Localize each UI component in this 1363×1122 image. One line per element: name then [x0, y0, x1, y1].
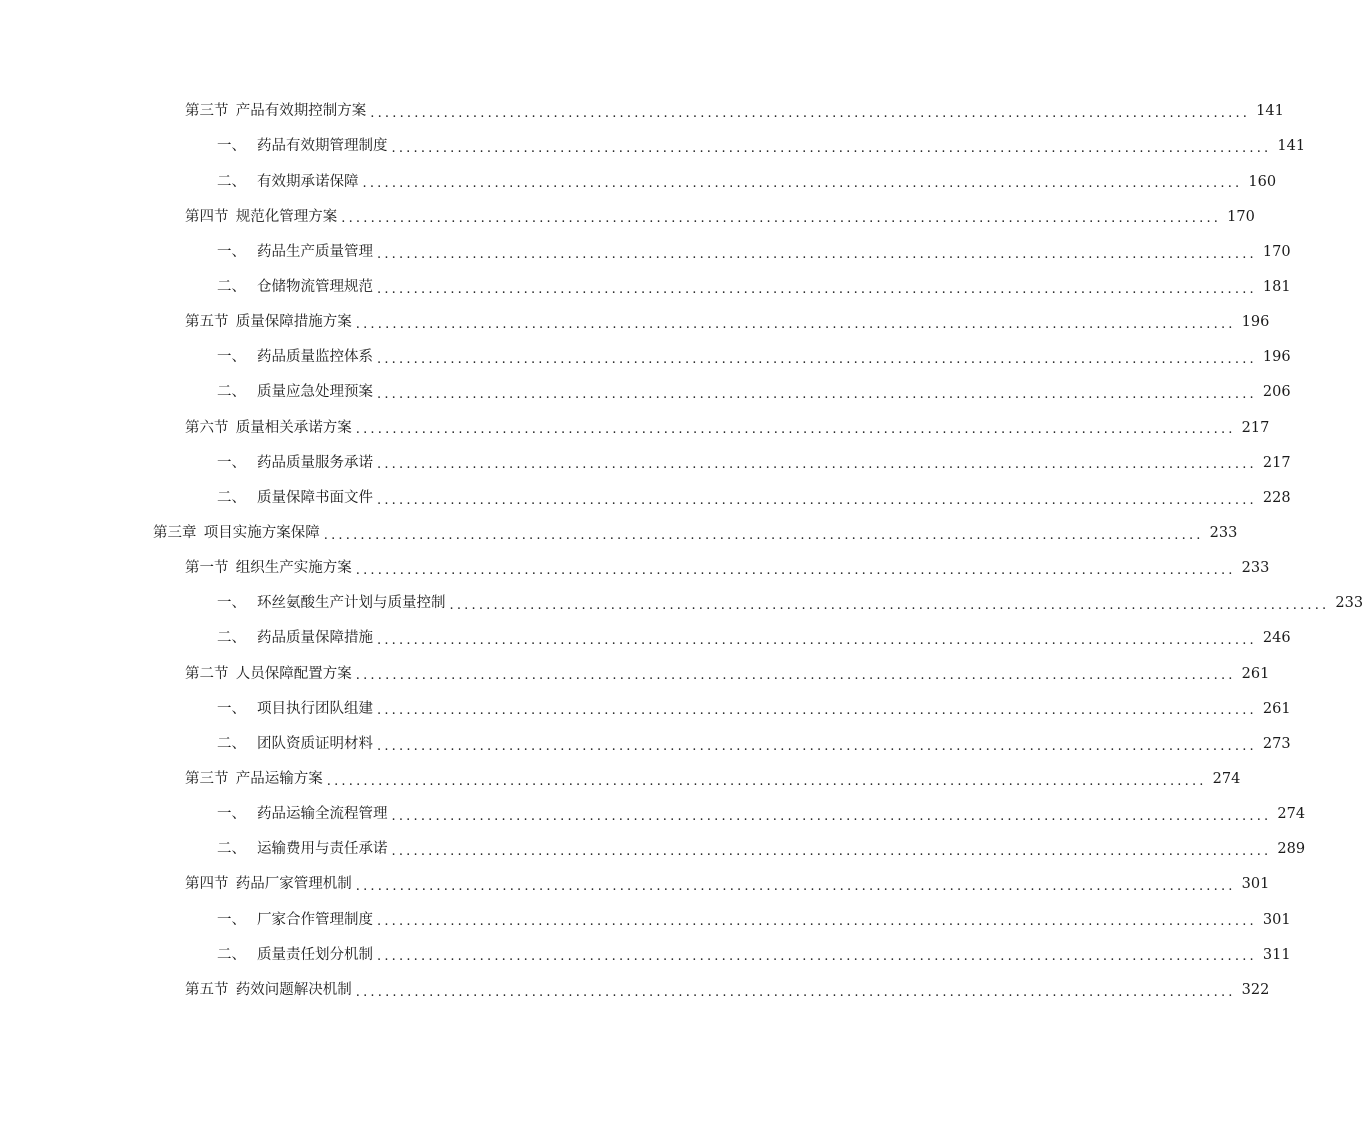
toc-entry-title: 厂家合作管理制度 [257, 911, 373, 928]
toc-entry-heading [217, 702, 373, 717]
toc-entry-gap [229, 420, 236, 436]
toc-entry-heading [217, 280, 373, 295]
toc-entry-title: 质量相关承诺方案 [235, 419, 352, 436]
toc-entry-heading [217, 350, 373, 365]
toc-entry-number: 一、 [217, 911, 246, 928]
toc-entry-heading [217, 491, 373, 506]
toc-entry-title: 规范化管理方案 [235, 208, 338, 225]
toc-entry-gap [229, 209, 236, 225]
toc-entry-title: 药品质量保障措施 [257, 630, 373, 647]
toc-subsection-entry[interactable] [0, 164, 1277, 199]
toc-page-number: 170 [1262, 243, 1291, 260]
toc-dot-leader: ........................................................................................................................ [377, 738, 1257, 754]
toc-chapter-entry[interactable] [0, 516, 1238, 551]
toc-dot-leader: ........................................................................................................................ [377, 387, 1257, 403]
toc-entry-heading [185, 772, 323, 787]
toc-subsection-entry[interactable] [0, 832, 1306, 867]
toc-entry-heading [217, 807, 388, 822]
toc-page-number: 261 [1241, 665, 1270, 682]
toc-page-number: 301 [1262, 911, 1291, 928]
toc-subsection-entry[interactable] [0, 270, 1291, 305]
toc-entry-gap [229, 560, 236, 576]
toc-dot-leader: ........................................................................................................................ [341, 211, 1222, 227]
toc-subsection-entry[interactable] [0, 902, 1291, 937]
toc-entry-number: 二、 [217, 384, 246, 401]
toc-page-number: 233 [1335, 595, 1363, 612]
toc-entry-title: 人员保障配置方案 [235, 665, 352, 682]
toc-entry-number: 一、 [217, 454, 246, 471]
toc-entry-gap [229, 103, 236, 119]
toc-subsection-entry[interactable] [0, 621, 1291, 656]
toc-page-number: 274 [1277, 806, 1306, 823]
toc-entry-number: 一、 [217, 243, 246, 260]
toc-entry-heading [217, 245, 373, 260]
toc-subsection-entry[interactable] [0, 445, 1291, 480]
toc-entry-title: 药品有效期管理制度 [257, 138, 388, 155]
toc-entry-gap [229, 982, 236, 998]
toc-entry-number: 第三章 [153, 525, 197, 541]
toc-entry-title: 药品生产质量管理 [257, 243, 373, 260]
toc-subsection-entry[interactable] [0, 727, 1291, 762]
toc-dot-leader: ........................................................................................................................ [391, 141, 1272, 157]
toc-page-number: 160 [1248, 173, 1277, 190]
toc-dot-leader: ........................................................................................................................ [323, 527, 1204, 543]
toc-entry-title: 质量责任划分机制 [257, 946, 373, 963]
toc-dot-leader: ........................................................................................................................ [377, 492, 1257, 508]
toc-page-number: 196 [1262, 349, 1291, 366]
toc-dot-leader: ........................................................................................................................ [355, 422, 1236, 438]
toc-entry-heading [217, 737, 373, 752]
toc-section-entry[interactable] [0, 94, 1284, 129]
toc-entry-number: 第四节 [185, 876, 229, 893]
toc-entry-heading [217, 948, 373, 963]
toc-page-number: 141 [1256, 103, 1284, 120]
toc-page-number: 233 [1209, 525, 1238, 541]
toc-section-entry[interactable] [0, 305, 1270, 340]
toc-entry-heading [185, 877, 352, 892]
toc-entry-heading [185, 667, 352, 682]
toc-dot-leader: ........................................................................................................................ [377, 949, 1257, 965]
toc-entry-title: 质量保障措施方案 [235, 314, 352, 331]
toc-entry-number: 一、 [217, 138, 246, 155]
toc-page-number: 261 [1262, 700, 1291, 717]
toc-subsection-entry[interactable] [0, 586, 1363, 621]
toc-dot-leader: ........................................................................................................................ [355, 562, 1236, 578]
toc-entry-gap [197, 525, 204, 541]
toc-dot-leader: ........................................................................................................................ [391, 844, 1272, 860]
toc-dot-leader: ........................................................................................................................ [355, 668, 1236, 684]
toc-entry-number: 二、 [217, 841, 246, 858]
toc-page-number: 273 [1262, 735, 1291, 752]
toc-entry-heading [185, 561, 352, 576]
toc-entry-heading [185, 210, 337, 225]
toc-entry-title: 团队资质证明材料 [257, 735, 373, 752]
toc-page-number: 274 [1212, 770, 1241, 787]
toc-entry-heading [185, 104, 366, 119]
toc-entry-title: 药品质量服务承诺 [257, 454, 373, 471]
toc-page-number: 233 [1241, 560, 1270, 577]
toc-entry-heading [217, 139, 388, 154]
toc-entry-title: 质量保障书面文件 [257, 489, 373, 506]
toc-subsection-entry[interactable] [0, 129, 1306, 164]
toc-section-entry[interactable] [0, 867, 1270, 902]
toc-subsection-entry[interactable] [0, 797, 1306, 832]
toc-page-number: 217 [1262, 454, 1291, 471]
toc-dot-leader: ........................................................................................................................ [370, 106, 1251, 122]
toc-entry-number: 一、 [217, 349, 246, 366]
toc-entry-heading [217, 175, 359, 190]
toc-entry-number: 一、 [217, 806, 246, 823]
toc-entry-number: 第二节 [185, 665, 229, 682]
toc-entry-title: 仓储物流管理规范 [257, 279, 373, 296]
toc-dot-leader: ........................................................................................................................ [377, 352, 1257, 368]
toc-entry-title: 药品厂家管理机制 [235, 876, 352, 893]
toc-entry-title: 药品运输全流程管理 [257, 806, 388, 823]
toc-entry-heading [185, 315, 352, 330]
toc-section-entry[interactable] [0, 199, 1255, 234]
toc-entry-number: 第六节 [185, 419, 229, 436]
toc-entry-number: 第三节 [185, 103, 229, 120]
toc-entry-number: 二、 [217, 946, 246, 963]
toc-subsection-entry[interactable] [0, 481, 1291, 516]
toc-entry-number: 二、 [217, 489, 246, 506]
toc-dot-leader: ........................................................................................................................ [377, 281, 1257, 297]
toc-entry-number: 一、 [217, 595, 246, 612]
toc-page-number: 196 [1241, 314, 1270, 331]
toc-section-entry[interactable] [0, 410, 1270, 445]
toc-subsection-entry[interactable] [0, 235, 1291, 270]
toc-subsection-entry[interactable] [0, 691, 1291, 726]
toc-entry-heading [217, 456, 373, 471]
toc-entry-gap [229, 314, 236, 330]
toc-entry-heading [217, 913, 373, 928]
toc-entry-title: 药品质量监控体系 [257, 349, 373, 366]
toc-dot-leader: ........................................................................................................................ [377, 633, 1257, 649]
toc-entry-title: 有效期承诺保障 [257, 173, 359, 190]
toc-entry-title: 项目实施方案保障 [203, 525, 320, 541]
toc-entry-title: 药效问题解决机制 [235, 981, 352, 998]
toc-entry-gap [229, 771, 236, 787]
toc-dot-leader: ........................................................................................................................ [355, 984, 1236, 1000]
toc-entry-gap [229, 666, 236, 682]
toc-page-number: 322 [1241, 981, 1270, 998]
toc-subsection-entry[interactable] [0, 375, 1291, 410]
toc-entry-number: 第五节 [185, 981, 229, 998]
toc-page-number: 311 [1262, 946, 1291, 963]
toc-entry-heading [217, 385, 373, 400]
toc-dot-leader: ........................................................................................................................ [362, 176, 1243, 192]
toc-dot-leader: ........................................................................................................................ [449, 598, 1330, 614]
toc-section-entry[interactable] [0, 762, 1241, 797]
toc-entry-number: 二、 [217, 735, 246, 752]
toc-page-number: 141 [1277, 138, 1306, 155]
toc-entry-number: 二、 [217, 173, 246, 190]
table-of-contents [0, 94, 1363, 1008]
toc-entry-heading [217, 596, 446, 611]
toc-entry-title: 组织生产实施方案 [235, 560, 352, 577]
toc-dot-leader: ........................................................................................................................ [377, 457, 1257, 473]
toc-entry-heading [217, 842, 388, 857]
toc-page-number: 289 [1277, 841, 1306, 858]
toc-entry-number: 第五节 [185, 314, 229, 331]
toc-entry-gap [229, 876, 236, 892]
toc-page-number: 228 [1262, 489, 1291, 506]
toc-subsection-entry[interactable] [0, 340, 1291, 375]
toc-entry-number: 二、 [217, 630, 246, 647]
toc-entry-title: 质量应急处理预案 [257, 384, 373, 401]
toc-page-number: 246 [1262, 630, 1291, 647]
toc-dot-leader: ........................................................................................................................ [391, 808, 1272, 824]
toc-dot-leader: ........................................................................................................................ [377, 914, 1257, 930]
toc-section-entry[interactable] [0, 551, 1270, 586]
toc-entry-number: 第一节 [185, 560, 229, 577]
toc-entry-heading [153, 526, 320, 541]
toc-entry-title: 产品有效期控制方案 [235, 103, 367, 120]
toc-entry-heading [185, 421, 352, 436]
toc-page-number: 181 [1262, 279, 1291, 296]
toc-subsection-entry[interactable] [0, 937, 1291, 972]
toc-section-entry[interactable] [0, 656, 1270, 691]
toc-entry-heading [217, 631, 373, 646]
toc-entry-title: 产品运输方案 [235, 770, 323, 787]
toc-section-entry[interactable] [0, 973, 1270, 1008]
toc-page-number: 301 [1241, 876, 1270, 893]
toc-page-number: 217 [1241, 419, 1270, 436]
toc-entry-heading [185, 983, 352, 998]
toc-entry-number: 第三节 [185, 770, 229, 787]
toc-page-number: 170 [1227, 208, 1255, 225]
toc-dot-leader: ........................................................................................................................ [377, 703, 1257, 719]
toc-entry-number: 第四节 [185, 208, 229, 225]
toc-dot-leader: ........................................................................................................................ [355, 879, 1236, 895]
toc-dot-leader: ........................................................................................................................ [377, 246, 1257, 262]
toc-entry-title: 环丝氨酸生产计划与质量控制 [257, 595, 446, 612]
toc-entry-number: 一、 [217, 700, 246, 717]
toc-entry-title: 运输费用与责任承诺 [257, 841, 388, 858]
toc-entry-title: 项目执行团队组建 [257, 700, 373, 717]
toc-entry-number: 二、 [217, 279, 246, 296]
toc-page-number: 206 [1262, 384, 1291, 401]
toc-dot-leader: ........................................................................................................................ [326, 773, 1207, 789]
toc-dot-leader: ........................................................................................................................ [355, 316, 1236, 332]
